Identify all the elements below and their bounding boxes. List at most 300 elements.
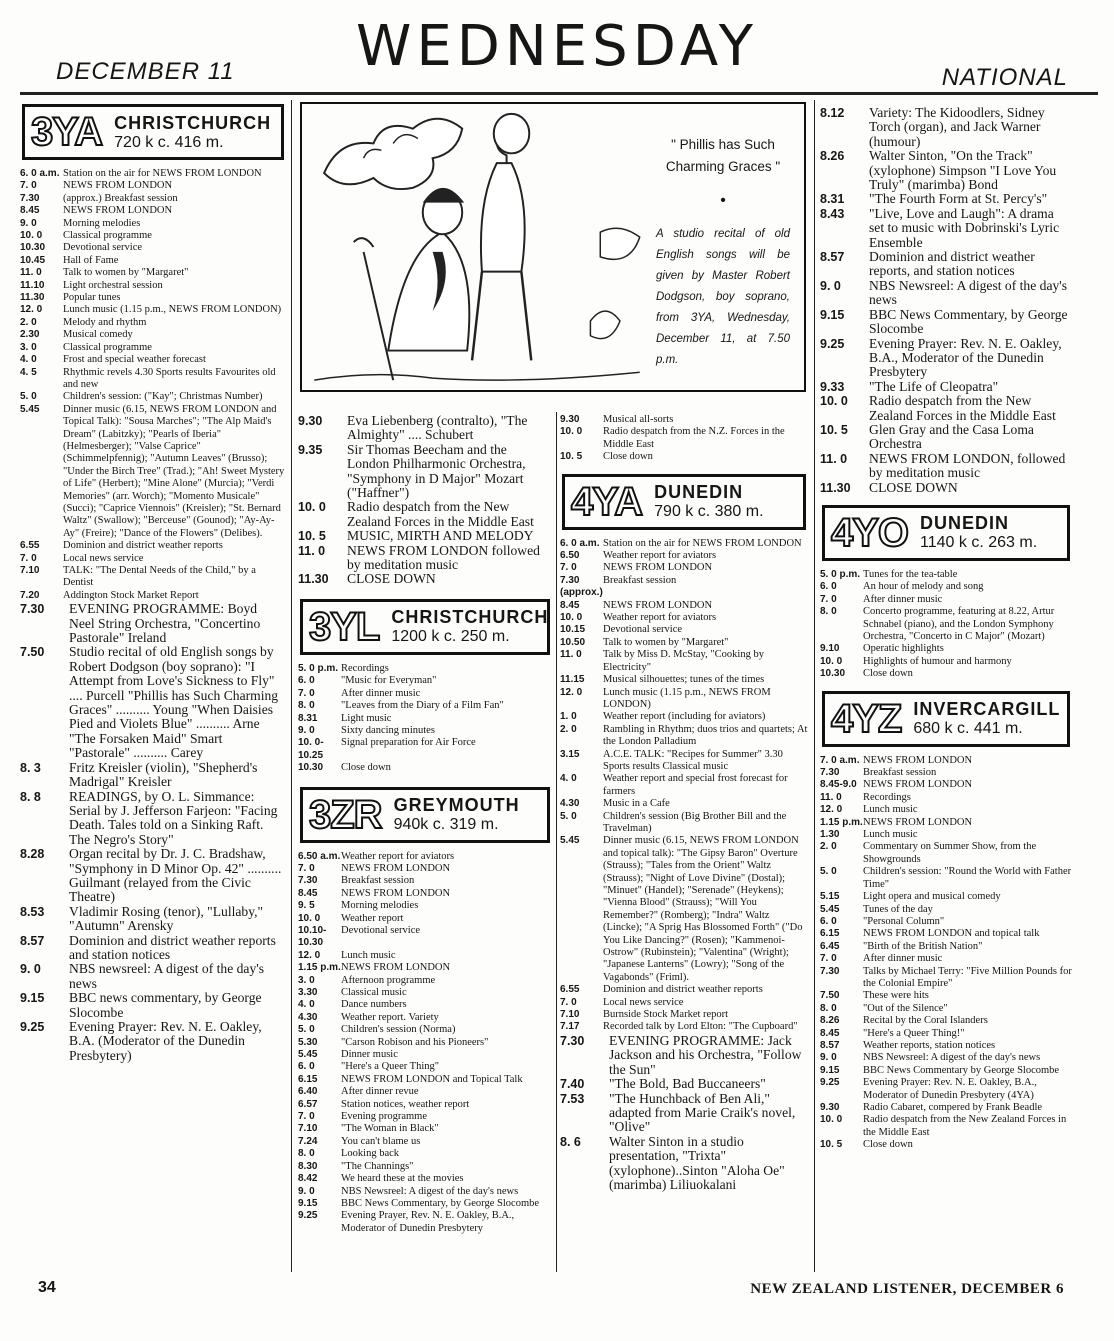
programme-text: Weather reports, station notices	[863, 1039, 996, 1051]
time-slot: 8.57	[20, 933, 45, 948]
time-slot: 7.30	[820, 767, 840, 779]
programme-text: After dinner music	[341, 687, 421, 699]
time-slot: 7. 0	[820, 953, 837, 965]
couple-illustration	[302, 104, 652, 390]
column-2	[298, 414, 552, 1280]
time-slot: 6. 0	[298, 675, 315, 687]
time-slot: 7. 0	[20, 180, 37, 192]
programme-text: Musical silhouettes; tunes of the times	[603, 674, 765, 686]
evening-schedule-list	[560, 1034, 808, 1192]
publication-footer: NEW ZEALAND LISTENER, DECEMBER 6	[750, 1281, 1064, 1297]
programme-text: Local news service	[603, 996, 684, 1008]
schedule-row	[820, 953, 1072, 965]
time-slot: 6.50	[560, 550, 580, 562]
schedule-row	[820, 1114, 1072, 1139]
schedule-row	[20, 905, 286, 934]
schedule-row	[298, 1012, 552, 1024]
programme-text: "Birth of the British Nation"	[863, 940, 983, 952]
illustration-caption: A studio recital of old English songs will be given by Master Robert Dodgson, boy soprano, from 3YA, Wednesday, December 11, at 7.50 p.m.	[656, 228, 790, 366]
programme-text: EVENING PROGRAMME: Boyd Neel String Orchestra, "Concertino Pastorale" Ireland	[69, 601, 261, 646]
schedule-row	[298, 913, 552, 925]
schedule-row	[820, 581, 1072, 593]
schedule-row	[560, 1021, 808, 1033]
time-slot: 11. 0	[820, 791, 842, 803]
programme-text: "The Hunchback of Ben Ali," adapted from Marie Craik's novel, "Olive"	[609, 1090, 796, 1135]
programme-text: Station on the air for NEWS FROM LONDON	[603, 537, 802, 549]
time-slot: 10. 0	[820, 1114, 843, 1126]
programme-text: Fritz Kreisler (violin), "Shepherd's Madrigal" Kreisler	[69, 759, 258, 790]
programme-text: "Carson Robison and his Pioneers"	[341, 1036, 489, 1048]
time-slot: 5. 0 p.m.	[820, 568, 861, 580]
schedule-row	[820, 380, 1072, 394]
time-slot: 9.25	[298, 1210, 318, 1222]
programme-text: Children's session: ("Kay"; Christmas Number)	[63, 391, 263, 403]
time-slot: 6. 0	[820, 581, 837, 593]
time-slot: 6.15	[298, 1073, 318, 1085]
time-slot: 8.57	[820, 250, 845, 265]
schedule-row	[298, 1099, 552, 1111]
time-slot: 8. 0	[820, 606, 837, 618]
programme-text: Breakfast session	[341, 875, 415, 887]
schedule-row	[820, 106, 1072, 149]
programme-text: Classical programme	[63, 341, 152, 353]
time-slot: 10. 5	[298, 529, 326, 544]
schedule-row	[560, 426, 808, 451]
schedule-row	[298, 1173, 552, 1185]
schedule-row	[20, 565, 286, 590]
schedule-row	[820, 250, 1072, 279]
time-slot: 2. 0	[820, 841, 837, 853]
time-slot: 12. 0	[298, 949, 321, 961]
time-slot: 4. 5	[20, 366, 37, 378]
schedule-row	[820, 990, 1072, 1002]
time-slot: 9.15	[820, 307, 845, 322]
time-slot: 5. 0 p.m.	[298, 662, 339, 674]
schedule-row	[298, 414, 552, 443]
time-slot: 8.31	[820, 192, 845, 207]
schedule-row	[298, 1161, 552, 1173]
schedule-row	[298, 900, 552, 912]
programme-text: NEWS FROM LONDON	[341, 962, 451, 974]
time-slot: 1.15 p.m.	[298, 962, 341, 974]
programme-text: (approx.) Breakfast session	[63, 192, 178, 204]
time-slot: 1.30	[820, 829, 840, 841]
programme-text: MUSIC, MIRTH AND MELODY	[347, 528, 534, 544]
schedule-row	[298, 572, 552, 586]
illustration-panel	[296, 100, 810, 406]
schedule-row	[298, 1148, 552, 1160]
schedule-list	[820, 569, 1072, 681]
time-slot: 11.30	[298, 572, 329, 587]
programme-text: Rambling in Rhythm; duos trios and quartets; At the London Palladium	[603, 723, 808, 748]
programme-text: We heard these at the movies	[341, 1173, 464, 1185]
programme-text: Local news service	[63, 552, 144, 564]
schedule-row	[820, 792, 1072, 804]
time-slot: 8.26	[820, 149, 845, 164]
programme-text: CLOSE DOWN	[347, 571, 436, 587]
schedule-row	[20, 218, 286, 230]
programme-text: A.C.E. TALK: "Recipes for Summer" 3.30 Sports results Classical music	[603, 748, 783, 772]
time-slot: 10. 5	[820, 422, 848, 437]
station-banner-3yl	[300, 599, 550, 655]
time-slot: 9. 5	[298, 900, 315, 912]
time-slot: 7.10	[20, 565, 40, 576]
time-slot: 5.45	[560, 835, 580, 847]
programme-text: Station on the air for NEWS FROM LONDON	[63, 168, 262, 179]
programme-text: Signal preparation for Air Force	[341, 737, 476, 749]
programme-text: Close down	[863, 1139, 913, 1151]
schedule-row	[820, 1015, 1072, 1027]
schedule-row	[20, 267, 286, 279]
schedule-row	[560, 1009, 808, 1021]
programme-text: Evening Prayer, Rev. N. E. Oakley, B.A., Moderator of Dunedin Presbytery	[341, 1210, 515, 1234]
station-banner-4yz	[822, 691, 1070, 747]
schedule-row	[560, 984, 808, 996]
time-slot: 11. 0	[298, 543, 326, 558]
programme-text: Light music	[341, 712, 392, 724]
schedule-row	[820, 1139, 1072, 1151]
schedule-row	[560, 773, 808, 798]
time-slot: 7. 0	[560, 562, 577, 574]
page-date: DECEMBER 11	[56, 58, 235, 85]
station-city: CHRISTCHURCH	[391, 607, 549, 628]
programme-text: "Out of the Silence"	[863, 1002, 948, 1014]
station-banner-3zr	[300, 787, 550, 843]
programme-text: Dominion and district weather reports	[63, 540, 223, 552]
programme-text: Lunch music	[863, 804, 918, 816]
time-slot: 6. 0 a.m.	[560, 537, 600, 549]
schedule-row	[20, 292, 286, 304]
time-slot: 6.55	[560, 984, 580, 996]
programme-text: NEWS FROM LONDON	[603, 562, 713, 574]
schedule-row	[298, 999, 552, 1011]
time-slot: 7.30	[20, 602, 45, 617]
programme-text: Variety: The Kidoodlers, Sidney Torch (organ), and Jack Warner (humour)	[869, 106, 1045, 149]
column-4	[820, 106, 1072, 1280]
schedule-row	[560, 997, 808, 1009]
programme-text: An hour of melody and song	[863, 581, 984, 593]
programme-text: Breakfast session	[603, 574, 677, 586]
schedule-row	[820, 817, 1072, 829]
schedule-row	[20, 329, 286, 341]
schedule-row	[298, 1111, 552, 1123]
schedule-list	[560, 538, 808, 1034]
programme-text: "The Life of Cleopatra"	[869, 378, 999, 394]
schedule-row	[820, 755, 1072, 767]
schedule-row	[20, 168, 286, 180]
station-frequency: 790 k c. 380 m.	[654, 503, 764, 521]
time-slot: 8. 3	[20, 760, 41, 775]
time-slot: 6. 0	[298, 1061, 315, 1073]
time-slot: 10.45	[20, 254, 46, 266]
time-slot: 12. 0	[20, 304, 43, 316]
evening-schedule-list	[20, 602, 286, 1063]
schedule-row	[820, 569, 1072, 581]
schedule-row	[820, 643, 1072, 655]
programme-text: Evening Prayer: Rev. N. E. Oakley, B.A., Moderator of Dunedin Presbytery (4YA)	[863, 1077, 1037, 1101]
schedule-row	[560, 711, 808, 723]
schedule-row	[20, 404, 286, 540]
header-rule	[20, 92, 1098, 95]
programme-text: "Live, Love and Laugh": A drama set to music with Dobrinski's Lyric Ensemble	[869, 205, 1060, 250]
programme-text: Close down	[603, 451, 653, 463]
schedule-list	[20, 168, 286, 602]
programme-text: Recordings	[863, 791, 911, 803]
programme-text: Organ recital by Dr. J. C. Bradshaw, "Symphony in D Minor Op. 42" .......... Guilmant (relayed from the Civic Theatre)	[69, 846, 282, 905]
programme-text: Devotional service	[341, 924, 421, 936]
time-slot: 11.10	[20, 279, 45, 291]
programme-text: "Leaves from the Diary of a Film Fan"	[341, 700, 504, 712]
station-city: CHRISTCHURCH	[114, 112, 272, 133]
network-label: NATIONAL	[941, 64, 1068, 91]
schedule-row	[298, 863, 552, 875]
programme-text: NEWS FROM LONDON	[341, 887, 451, 899]
schedule-row	[560, 798, 808, 810]
time-slot: 12. 0	[820, 804, 843, 816]
programme-text: Rhythmic revels 4.30 Sports results Favourites old and new	[63, 366, 276, 390]
column-divider	[814, 100, 815, 1272]
schedule-row	[820, 804, 1072, 816]
programme-text: Popular tunes	[63, 292, 121, 304]
schedule-row	[560, 674, 808, 686]
time-slot: 9.15	[20, 991, 45, 1006]
programme-text: Walter Sinton in a studio presentation, "Trixta" (xylophone)..Sinton "Aloha Oe" (marimba) Liliuokalani	[609, 1133, 785, 1192]
schedule-row	[820, 656, 1072, 668]
time-slot: 5.45	[820, 903, 840, 915]
programme-text: Evening programme	[341, 1111, 428, 1123]
time-slot: 11.30	[820, 480, 851, 495]
schedule-row	[20, 255, 286, 267]
programme-text: Musical all-sorts	[603, 414, 674, 425]
time-slot: 8.31	[298, 712, 318, 724]
time-slot: 8.57	[820, 1039, 840, 1051]
time-slot: 6.45	[820, 940, 840, 952]
programme-text: Concerto programme, featuring at 8.22, Artur Schnabel (piano), and the London Symphony Orchestra, "Concerto in C Major" (Mozart)	[863, 606, 1055, 642]
bullet-icon: •	[720, 192, 726, 209]
programme-text: Station notices, weather report	[341, 1098, 470, 1110]
time-slot: 6. 0	[820, 915, 837, 927]
programme-text: NEWS FROM LONDON	[863, 816, 973, 828]
evening-schedule-list	[820, 106, 1072, 495]
programme-text: Tunes for the tea-table	[863, 568, 958, 580]
time-slot: 1.15 p.m.	[820, 816, 863, 828]
programme-text: Devotional service	[63, 242, 143, 254]
time-slot: 10. 0	[560, 612, 583, 624]
schedule-row	[560, 687, 808, 712]
programme-text: Dinner music (6.15, NEWS FROM LONDON and topical talk): "The Gipsy Baron" Overture (Strauss); "Tales from the Orient" Waltz (Strauss); "Night of Love Divine" (Dostal); "Minuet" (Handel); "Serenade" (Heykens); "Vienna Blood" (Strauss); "Will You Remember?" (Romberg); "Indra" Waltz (Lincke); "A Sprig Has Blossomed Forth" ("Do You Like Dancing?" (Rosen); "Kammenoi-Ostrow" (Rubinstein); "Valentina" (Wright); "Japanese Lanterns" (Lowry); "Song of the Vagabonds" (Friml).	[603, 835, 803, 983]
programme-text: Commentary on Summer Show, from the Showgrounds	[863, 841, 1037, 865]
time-slot: 7. 0	[298, 862, 315, 874]
schedule-row	[298, 1049, 552, 1061]
programme-text: Close down	[863, 668, 913, 680]
programme-text: Musical comedy	[63, 329, 133, 341]
schedule-row	[298, 875, 552, 887]
time-slot: 7.20	[20, 589, 40, 601]
programme-text: Radio despatch from the New Zealand Forces in the Middle East	[863, 1114, 1067, 1138]
programme-text: Eva Liebenberg (contralto), "The Almighty" .... Schubert	[347, 414, 528, 443]
schedule-row	[298, 725, 552, 737]
time-slot: 9.25	[820, 1077, 840, 1089]
programme-text: NBS Newsreel: A digest of the day's news	[863, 1052, 1041, 1064]
programme-text: Children's session (Norma)	[341, 1024, 456, 1036]
schedule-row	[560, 811, 808, 836]
schedule-row	[820, 829, 1072, 841]
programme-text: These were hits	[863, 990, 929, 1002]
time-slot: 12. 0	[560, 686, 583, 698]
time-slot: 8.28	[20, 847, 45, 862]
station-logo: 4YO	[831, 510, 909, 555]
time-slot: 7.30	[20, 192, 40, 204]
schedule-row	[20, 602, 286, 645]
programme-text: BBC News Commentary, by George Slocombe	[869, 306, 1068, 337]
programme-text: Radio despatch from the New Zealand Forces in the Middle East	[347, 499, 534, 529]
schedule-row	[298, 1074, 552, 1086]
station-frequency: 720 k c. 416 m.	[114, 133, 224, 151]
programme-text: Weather report for aviators	[603, 550, 717, 562]
programme-text: "Music for Everyman"	[341, 675, 437, 687]
time-slot: 11. 0	[560, 649, 582, 661]
schedule-row	[20, 540, 286, 552]
schedule-row	[20, 991, 286, 1020]
time-slot: 10. 0	[560, 426, 583, 438]
time-slot: 10. 5	[820, 1139, 843, 1151]
time-slot: 8.26	[820, 1015, 840, 1027]
programme-text: Operatic highlights	[863, 643, 944, 655]
schedule-row	[20, 847, 286, 905]
programme-text: Weather report and special frost forecast for farmers	[603, 773, 788, 797]
schedule-row	[298, 544, 552, 573]
schedule-row	[20, 391, 286, 403]
schedule-row	[298, 443, 552, 501]
programme-text: Afternoon programme	[341, 974, 436, 986]
schedule-row	[820, 594, 1072, 606]
schedule-row	[560, 624, 808, 636]
schedule-row	[560, 414, 808, 426]
time-slot: 3. 0	[20, 341, 37, 353]
programme-text: Classical music	[341, 987, 407, 998]
programme-text: Walter Sinton, "On the Track" (xylophone) Simpson "I Love You Truly" (marimba) Bond	[869, 148, 1057, 193]
schedule-row	[20, 193, 286, 205]
schedule-row	[298, 675, 552, 687]
programme-text: Studio recital of old English songs by Robert Dodgson (boy soprano): "I Attempt from Love's Sickness to Fly" .... Purcell "Phillis has Such Charming Graces" .......... Young "When Daisies Pied and Violets Blue" .......... Arne "The Forsaken Maid" Smart "Pastorale" .......... Carey	[69, 644, 279, 761]
programme-text: Children's session: "Round the World with Father Time"	[863, 866, 1072, 890]
time-slot: 9. 0	[20, 962, 41, 977]
time-slot: 10.10-10.30	[298, 924, 327, 949]
time-slot: 9. 0	[820, 278, 841, 293]
programme-text: Evening Prayer: Rev. N. E. Oakley, B.A. (Moderator of the Dunedin Presbytery)	[69, 1019, 262, 1063]
schedule-list	[298, 663, 552, 775]
programme-text: Music in a Cafe	[603, 798, 670, 810]
schedule-row	[560, 637, 808, 649]
time-slot: 10. 0	[820, 655, 843, 667]
time-slot: 5. 0	[560, 810, 577, 822]
time-slot: 7.10	[560, 1009, 580, 1021]
schedule-row	[820, 394, 1072, 423]
time-slot: 6.40	[298, 1086, 318, 1098]
time-slot: 9.33	[820, 379, 845, 394]
programme-text: BBC news commentary, by George Slocombe	[69, 990, 262, 1020]
programme-text: Weather report	[341, 912, 404, 924]
programme-text: Dominion and district weather reports	[603, 984, 763, 996]
time-slot: 7.17	[560, 1021, 580, 1033]
time-slot: 4.30	[560, 798, 580, 810]
schedule-row	[298, 700, 552, 712]
schedule-row	[820, 308, 1072, 337]
time-slot: 9. 0	[820, 1052, 837, 1064]
time-slot: 10. 0-10.25	[298, 737, 324, 761]
programme-text: Dominion and district weather reports and station notices	[69, 932, 276, 962]
schedule-list	[820, 755, 1072, 1152]
programme-text: NEWS FROM LONDON followed by meditation music	[347, 542, 540, 573]
illustration-quote: " Phillis has Such Charming Graces "	[665, 137, 781, 174]
programme-text: NEWS FROM LONDON	[863, 779, 973, 791]
time-slot: 9.30	[560, 414, 580, 425]
time-slot: 10. 0	[820, 394, 848, 409]
time-slot: 8. 0	[298, 1148, 315, 1160]
time-slot: 5.30	[298, 1036, 318, 1048]
programme-text: Hall of Fame	[63, 254, 119, 266]
programme-text: NEWS FROM LONDON, followed by meditation music	[869, 450, 1066, 481]
schedule-row	[298, 500, 552, 529]
station-logo: 4YZ	[831, 696, 902, 741]
time-slot: 5. 0	[820, 866, 837, 878]
station-logo: 3YA	[31, 110, 103, 154]
time-slot: 7.50	[20, 645, 45, 660]
schedule-row	[820, 916, 1072, 928]
time-slot: 11. 0	[820, 451, 848, 466]
time-slot: 1. 0	[560, 711, 577, 723]
programme-text: Devotional service	[603, 624, 683, 636]
time-slot: 11.15	[560, 674, 585, 686]
programme-text: Talk to women by "Margaret"	[603, 636, 729, 648]
station-logo: 3ZR	[309, 792, 382, 837]
time-slot: 7.30	[560, 1033, 585, 1048]
programme-text: Evening Prayer: Rev. N. E. Oakley, B.A., Moderator of the Dunedin Presbytery	[869, 335, 1062, 380]
schedule-row	[560, 451, 808, 463]
schedule-row	[20, 367, 286, 392]
time-slot: 8. 0	[298, 700, 315, 712]
programme-text: Weather report for aviators	[341, 850, 455, 862]
programme-text: "The Fourth Form at St. Percy's"	[869, 191, 1048, 207]
schedule-row	[820, 279, 1072, 308]
programme-text: Recital by the Coral Islanders	[863, 1015, 988, 1027]
schedule-row	[820, 841, 1072, 866]
time-slot: 7.10	[298, 1123, 318, 1135]
programme-text: Morning melodies	[63, 217, 141, 229]
time-slot: 5.45	[298, 1049, 318, 1061]
programme-text: Weather report. Variety	[341, 1011, 439, 1023]
column-divider	[291, 100, 292, 1272]
station-frequency: 940k c. 319 m.	[393, 816, 499, 834]
schedule-row	[820, 207, 1072, 250]
schedule-row	[560, 600, 808, 612]
time-slot: 9.15	[298, 1197, 318, 1209]
programme-text: Dinner music	[341, 1049, 398, 1061]
time-slot: 6.57	[298, 1098, 318, 1110]
time-slot: 2. 0	[560, 723, 577, 735]
programme-text: You can't blame us	[341, 1135, 421, 1147]
time-slot: 8.45	[20, 205, 40, 217]
programme-text: NEWS FROM LONDON and topical talk	[863, 928, 1040, 940]
programme-text: Weather report (including for aviators)	[603, 711, 766, 723]
schedule-row	[298, 1024, 552, 1036]
time-slot: 4.30	[298, 1011, 318, 1023]
time-slot: 10.30	[298, 762, 324, 774]
schedule-row	[298, 737, 552, 762]
schedule-row	[820, 779, 1072, 791]
schedule-row	[298, 688, 552, 700]
schedule-row	[20, 342, 286, 354]
